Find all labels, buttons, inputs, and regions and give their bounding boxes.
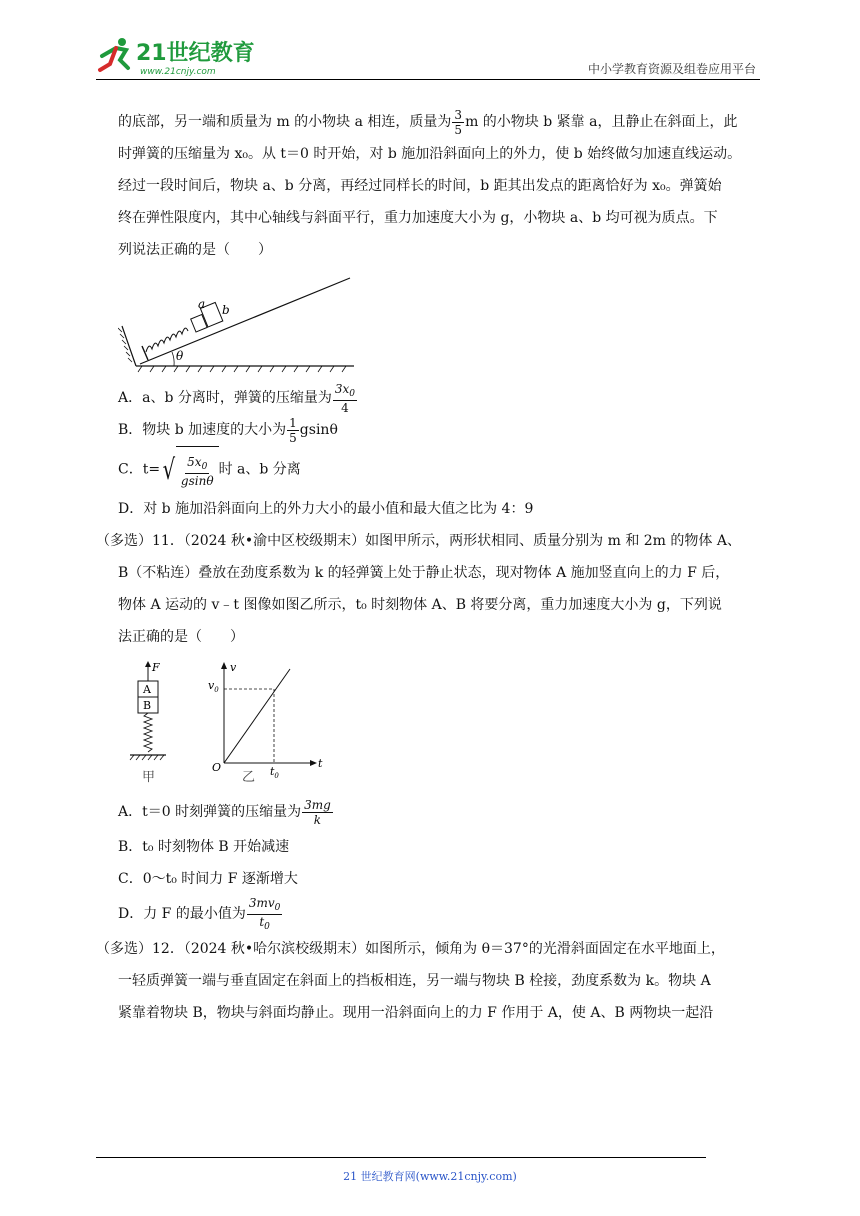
q11-line2: B（不粘连）叠放在劲度系数为 k 的轻弹簧上处于静止状态，现对物体 A 施加竖直向上的力 F 后， [118, 565, 730, 581]
question-12 [96, 933, 764, 1029]
q10-line2: 时弹簧的压缩量为 x₀。从 t＝0 时开始，对 b 施加沿斜面向上的外力，使 b 始终做匀加速直线运动。 [118, 146, 742, 162]
header-divider [96, 79, 760, 80]
spring-vt-figure [118, 659, 338, 789]
svg-text:t0: $t_0$ [270, 765, 279, 780]
q10-option-a[interactable]: A．a、b 分离时，弹簧的压缩量为 $\frac{3x_0}{4}$ [118, 381, 356, 415]
logo-url: www.21cnjy.com [140, 67, 216, 77]
svg-text:O: O [212, 761, 222, 774]
spring-icon [144, 713, 152, 752]
page-content [96, 106, 764, 1029]
question-10 [96, 106, 764, 525]
q11-option-d[interactable]: D．力 F 的最小值为 $\frac{3mv_0}{t_0}$ [118, 895, 281, 932]
q11-line4: 法正确的是（ ） [118, 629, 244, 645]
svg-text:甲: 甲 [142, 770, 156, 785]
q11-option-b[interactable]: B．t₀ 时刻物体 B 开始减速 [118, 839, 290, 855]
svg-text:b: b [222, 303, 230, 317]
footer-link[interactable]: 21 世纪教育网(www.21cnjy.com) [343, 1170, 517, 1183]
q10-option-c[interactable]: C．t= √ $\frac{5x_0}{gsin\theta}$ 时 a、b 分离 [96, 446, 764, 493]
q12-line2: 一轻质弹簧一端与垂直固定在斜面上的挡板相连，另一端与物块 B 栓接，劲度系数为 k。物块 A [118, 973, 711, 989]
q12-line1: （多选）12．（2024 秋•哈尔滨校级期末）如图所示，倾角为 θ＝37°的光滑斜面固定在水平地面上， [96, 941, 725, 957]
q11-option-c[interactable]: C．0～t₀ 时间力 F 逐渐增大 [118, 871, 298, 887]
svg-text:B: B [143, 699, 152, 712]
q11-line1: （多选）11．（2024 秋•渝中区校级期末）如图甲所示，两形状相同、质量分别为 m 和 2m 的物体 A、 [96, 533, 741, 549]
incline-spring-figure [118, 274, 358, 378]
q11-line3: 物体 A 运动的 v﹣t 图像如图乙所示，t₀ 时刻物体 A、B 将要分离，重力加速度大小为 g，下列说 [118, 597, 722, 613]
q11-option-a[interactable]: A．t＝0 时刻弹簧的压缩量为 $\frac{3mg}{k}$ [118, 797, 331, 827]
figure-yi [208, 661, 323, 785]
svg-text:a: a [198, 297, 206, 311]
svg-text:v0: $v_0$ [208, 679, 219, 694]
figure-jia [130, 661, 166, 785]
q10-line5: 列说法正确的是（ ） [118, 242, 272, 258]
sqrt-expression: √ $\frac{5x_0}{gsin\theta}$ [160, 446, 218, 493]
question-11 [96, 525, 764, 933]
logo-text: 21世纪教育 [136, 41, 255, 66]
site-logo [96, 34, 256, 78]
q10-line4: 终在弹性限度内，其中心轴线与斜面平行，重力加速度大小为 g，小物块 a、b 均可视为质点。下 [118, 210, 718, 226]
svg-text:v: v [230, 661, 237, 674]
svg-text:θ: θ [176, 349, 184, 363]
q10-line1: 的底部，另一端和质量为 m 的小物块 a 相连，质量为 $\frac{3}{5}$ m 的小物块 b 紧靠 a，且静止在斜面上，此 [118, 107, 738, 137]
svg-text:乙: 乙 [242, 770, 256, 785]
q12-line3: 紧靠着物块 B，物块与斜面均静止。现用一沿斜面向上的力 F 作用于 A，使 A、B 两物块一起沿 [118, 1005, 714, 1021]
q10-option-b[interactable]: B．物块 b 加速度的大小为 $\frac{1}{5}$ gsinθ [118, 415, 338, 445]
svg-text:t: t [318, 757, 323, 770]
q10-line3: 经过一段时间后，物块 a、b 分离，再经过同样长的时间，b 距其出发点的距离恰好为 x₀。弹簧始 [118, 178, 722, 194]
footer-divider [96, 1157, 706, 1158]
platform-name: 中小学教育资源及组卷应用平台 [587, 62, 756, 76]
svg-text:A: A [143, 683, 151, 696]
fraction-3-5: $\frac{3}{5}$ [454, 107, 463, 137]
q10-option-d[interactable]: D．对 b 施加沿斜面向上的外力大小的最小值和最大值之比为 4：9 [118, 501, 534, 517]
runner-icon [100, 38, 128, 70]
svg-text:F: F [152, 661, 160, 674]
